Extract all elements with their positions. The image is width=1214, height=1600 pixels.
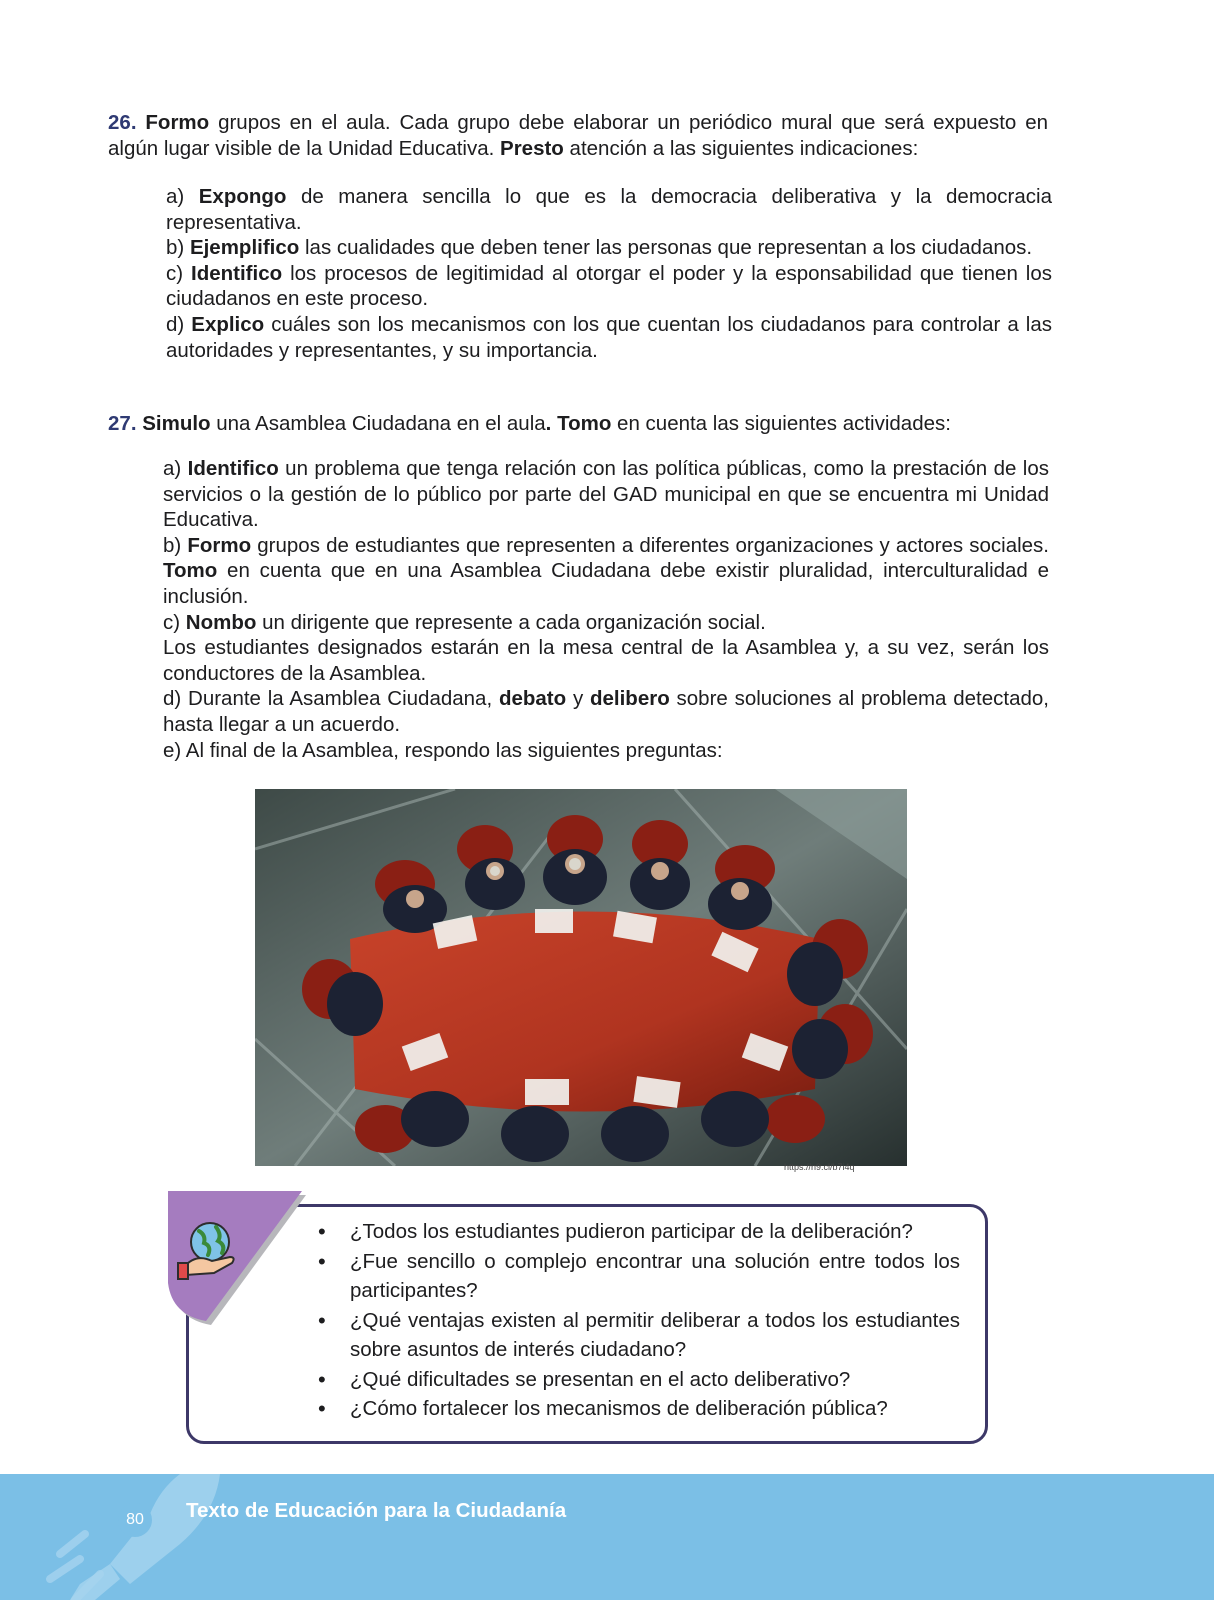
list-item: • ¿Qué ventajas existen al permitir deliberar a todos los estudiantes sobre asuntos de interés ciudadano? (318, 1306, 960, 1365)
list-item: • ¿Fue sencillo o complejo encontrar una solución entre todos los participantes? (318, 1247, 960, 1306)
verb: Simulo (142, 412, 211, 435)
list-item: d) Explico cuáles son los mecanismos con los que cuentan los ciudadanos para controlar a las autoridades y representantes, y su importancia. (166, 312, 1052, 362)
page-footer (0, 1474, 1214, 1600)
assembly-meeting-photo (255, 789, 907, 1166)
question-26: 26. Formo grupos en el aula. Cada grupo debe elaborar un periódico mural que será expuesto en algún lugar visible de la Unidad Educativa. Presto atención a las siguientes indicaciones: (108, 111, 1048, 160)
photo-credit: https://n9.cl/b7i4q (784, 1162, 855, 1172)
list-item: • ¿Cómo fortalecer los mecanismos de deliberación pública? (318, 1394, 960, 1424)
list-item: • ¿Qué dificultades se presentan en el acto deliberativo? (318, 1365, 960, 1395)
rocket-icon (40, 1474, 240, 1600)
text: grupos en el aula. Cada grupo debe elaborar un periódico mural que será expuesto en algún lugar visible de la Unidad Educativa. (108, 111, 1048, 160)
list-item: a) Expongo de manera sencilla lo que es la democracia deliberativa y la democracia representativa. (166, 185, 1052, 234)
list-item: a) Identifico un problema que tenga relación con las política públicas, como la prestación de los servicios o la gestión de lo público por parte del GAD municipal en que se encuentra mi Unidad Educativa. (163, 457, 1049, 532)
list-item: c) Identifico los procesos de legitimidad al otorgar el poder y la esponsabilidad que tienen los ciudadanos en este proceso. (166, 261, 1052, 311)
question-number: 26 (108, 111, 131, 134)
questions-tab (166, 1191, 311, 1333)
meeting-illustration (255, 789, 907, 1166)
question-number: 27 (108, 412, 131, 435)
list-item: b) Formo grupos de estudiantes que representen a diferentes organizaciones y actores sociales. Tomo en cuenta que en una Asamblea Ciudadana debe existir pluralidad, interculturalidad e inclusión. (163, 533, 1049, 608)
page-number: 80 (118, 1503, 152, 1537)
verb: Tomo (557, 412, 612, 435)
list-item: d) Durante la Asamblea Ciudadana, debato y delibero sobre soluciones al problema detectado, hasta llegar a un acuerdo. (163, 687, 1049, 736)
text: atención a las siguientes indicaciones: (563, 136, 919, 160)
question-27: 27. Simulo una Asamblea Ciudadana en el aula. Tomo en cuenta las siguientes actividades: (108, 412, 951, 435)
list-item: e) Al final de la Asamblea, respondo las siguientes preguntas: (163, 738, 723, 762)
verb: Formo (145, 111, 210, 134)
reflection-questions (318, 1217, 960, 1424)
list-item: c) Nombo un dirigente que represente a cada organización social. (163, 610, 766, 634)
question-26-items (166, 184, 1052, 363)
question-27-items (163, 456, 1049, 763)
list-item: • ¿Todos los estudiantes pudieron participar de la deliberación? (318, 1217, 960, 1247)
text: una Asamblea Ciudadana en el aula (210, 412, 546, 435)
footer-title: Texto de Educación para la Ciudadanía (186, 1499, 567, 1522)
verb: Presto (500, 136, 564, 160)
list-item: b) Ejemplifico las cualidades que deben tener las personas que representan a los ciudadanos. (166, 236, 1033, 260)
text: en cuenta las siguientes actividades: (611, 412, 951, 435)
list-item-note: Los estudiantes designados estarán en la mesa central de la Asamblea y, a su vez, serán los conductores de la Asamblea. (163, 636, 1049, 685)
